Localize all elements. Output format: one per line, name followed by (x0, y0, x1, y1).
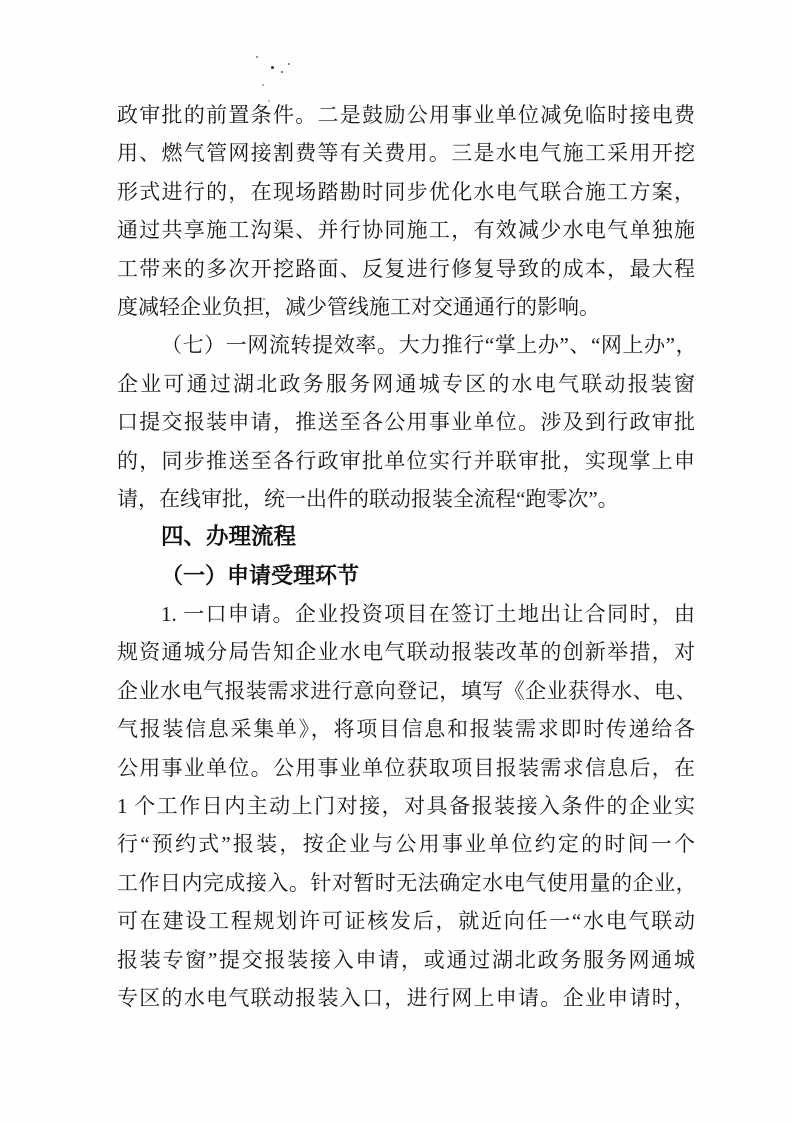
text-line: 气报装信息采集单》，将项目信息和报装需求即时传递给各 (117, 717, 695, 742)
text-line: 请，在线审批，统一出件的联动报装全流程“跑零次”。 (117, 486, 619, 511)
text-line: 政审批的前置条件。二是鼓励公用事业单位减免临时接电费 (117, 103, 695, 127)
text-line: 企业可通过湖北政务服务网通城专区的水电气联动报装窗 (117, 371, 695, 396)
text-line: 可在建设工程规划许可证核发后，就近向任一“水电气联动 (117, 909, 695, 934)
document-text-block (117, 96, 695, 1017)
scan-noise-speck (256, 56, 258, 58)
text-line: 通过共享施工沟渠、并行协同施工，有效减少水电气单独施 (117, 218, 695, 243)
text-line: 规资通城分局告知企业水电气联动报装改革的创新举措，对 (117, 640, 695, 665)
text-line: 行“预约式”报装，按企业与公用事业单位约定的时间一个 (117, 832, 695, 857)
text-line-paragraph-start: （七）一网流转提效率。大力推行“掌上办”、“网上办”， (161, 333, 695, 358)
section-heading: 四、办理流程 (161, 524, 297, 550)
scan-noise-speck (281, 71, 283, 73)
text-line: 专区的水电气联动报装入口，进行网上申请。企业申请时， (117, 985, 695, 1010)
scan-noise-speck (288, 63, 290, 65)
text-line: 公用事业单位。公用事业单位获取项目报装需求信息后，在 (117, 755, 695, 780)
subsection-heading: （一）申请受理环节 (161, 562, 360, 588)
text-line: 形式进行的，在现场踏勘时同步优化水电气联合施工方案， (117, 179, 695, 204)
text-line: 的，同步推送至各行政审批单位实行并联审批，实现掌上申 (117, 448, 695, 473)
scan-noise-speck (262, 84, 264, 86)
text-line: 工作日内完成接入。针对暂时无法确定水电气使用量的企业， (117, 870, 695, 895)
text-line: 口提交报装申请，推送至各公用事业单位。涉及到行政审批 (117, 410, 695, 435)
text-line: 企业水电气报装需求进行意向登记，填写《企业获得水、电、 (117, 678, 695, 703)
text-line-paragraph-start: 1. 一口申请。企业投资项目在签订土地出让合同时，由 (161, 602, 695, 627)
scan-noise-speck (271, 66, 274, 69)
text-line: 度减轻企业负担，减少管线施工对交通通行的影响。 (117, 294, 600, 319)
text-line: 1 个工作日内主动上门对接，对具备报装接入条件的企业实 (117, 794, 695, 819)
text-line: 用、燃气管网接割费等有关费用。三是水电气施工采用开挖 (117, 141, 695, 166)
text-line: 报装专窗”提交报装接入申请，或通过湖北政务服务网通城 (117, 947, 695, 972)
text-line: 工带来的多次开挖路面、反复进行修复导致的成本，最大程 (117, 256, 695, 281)
